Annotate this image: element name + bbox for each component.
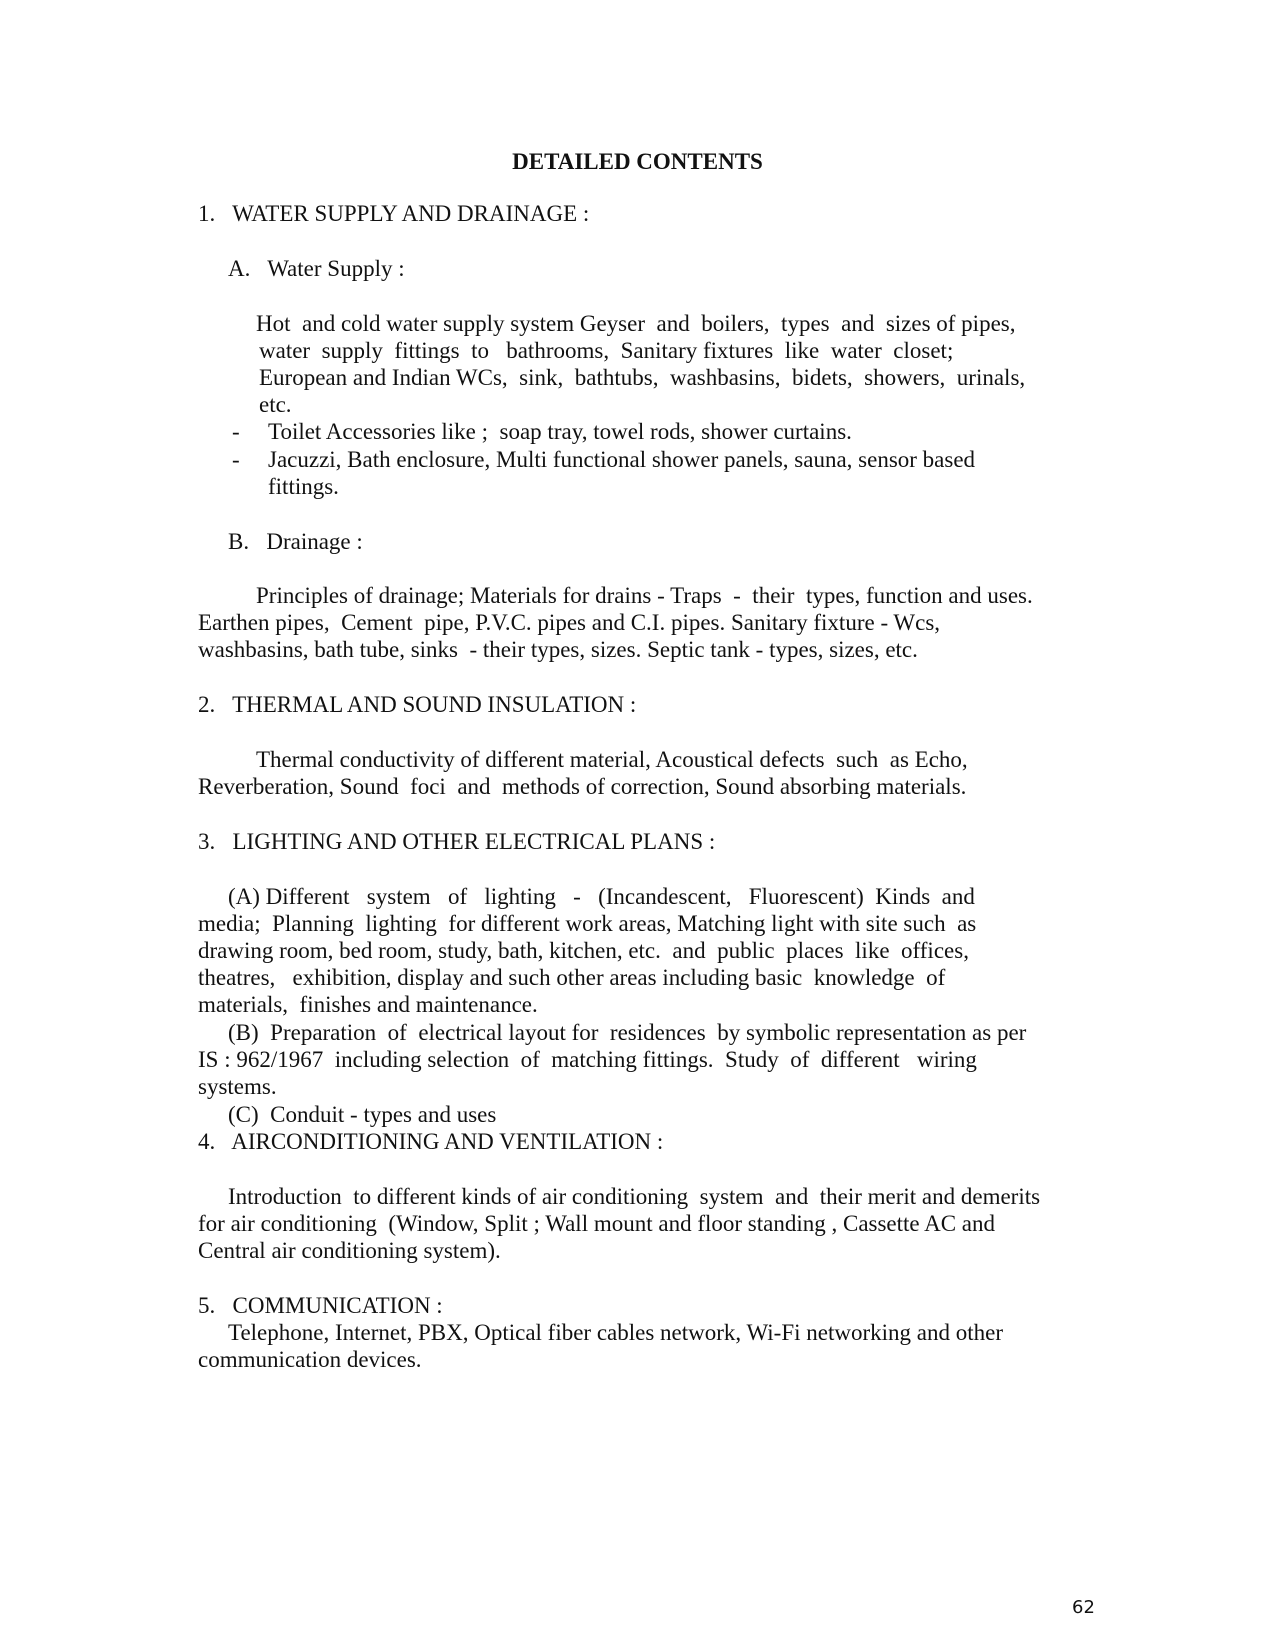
paragraph-line: washbasins, bath tube, sinks - their types, sizes. Septic tank - types, sizes, etc. xyxy=(198,637,918,662)
bullet-dash: - xyxy=(232,447,240,472)
paragraph-line: European and Indian WCs, sink, bathtubs, washbasins, bidets, showers, urinals, xyxy=(259,365,1026,390)
paragraph-line: communication devices. xyxy=(198,1347,422,1372)
bullet-item: fittings. xyxy=(268,474,339,499)
section-heading-lighting: 3. LIGHTING AND OTHER ELECTRICAL PLANS : xyxy=(198,829,716,854)
section-heading-water-supply-drainage: 1. WATER SUPPLY AND DRAINAGE : xyxy=(198,201,590,226)
paragraph-line: media; Planning lighting for different work areas, Matching light with site such as xyxy=(198,911,977,936)
paragraph-line: for air conditioning (Window, Split ; Wall mount and floor standing , Cassette AC and xyxy=(198,1211,996,1236)
paragraph-line: Introduction to different kinds of air conditioning system and their merit and demerits xyxy=(228,1184,1041,1209)
paragraph-line: drawing room, bed room, study, bath, kitchen, etc. and public places like offices, xyxy=(198,938,969,963)
subsection-heading-water-supply: A. Water Supply : xyxy=(228,256,405,281)
paragraph-line: Principles of drainage; Materials for drains - Traps - their types, function and uses. xyxy=(256,583,1033,608)
section-heading-communication: 5. COMMUNICATION : xyxy=(198,1293,443,1318)
paragraph-line: Earthen pipes, Cement pipe, P.V.C. pipes and C.I. pipes. Sanitary fixture - Wcs, xyxy=(198,610,941,635)
paragraph-line: Hot and cold water supply system Geyser and boilers, types and sizes of pipes, xyxy=(256,311,1016,336)
paragraph-line: Thermal conductivity of different material, Acoustical defects such as Echo, xyxy=(256,747,968,772)
paragraph-line: Telephone, Internet, PBX, Optical fiber cables network, Wi-Fi networking and other xyxy=(228,1320,1003,1345)
paragraph-line: systems. xyxy=(198,1074,277,1099)
bullet-item: Toilet Accessories like ; soap tray, towel rods, shower curtains. xyxy=(268,419,852,444)
section-heading-thermal-sound: 2. THERMAL AND SOUND INSULATION : xyxy=(198,692,637,717)
bullet-item: Jacuzzi, Bath enclosure, Multi functional shower panels, sauna, sensor based xyxy=(268,447,976,472)
page-number: 62 xyxy=(1072,1597,1095,1618)
paragraph-line: water supply fittings to bathrooms, Sanitary fixtures like water closet; xyxy=(259,338,954,363)
paragraph-line: Central air conditioning system). xyxy=(198,1238,501,1263)
page-title: DETAILED CONTENTS xyxy=(512,149,763,174)
subsection-heading-drainage: B. Drainage : xyxy=(228,529,363,554)
paragraph-line: Reverberation, Sound foci and methods of correction, Sound absorbing materials. xyxy=(198,774,967,799)
section-heading-airconditioning: 4. AIRCONDITIONING AND VENTILATION : xyxy=(198,1129,664,1154)
paragraph-line: theatres, exhibition, display and such other areas including basic knowledge of xyxy=(198,965,946,990)
bullet-dash: - xyxy=(232,419,240,444)
paragraph-line: (C) Conduit - types and uses xyxy=(228,1102,497,1127)
paragraph-line: IS : 962/1967 including selection of matching fittings. Study of different wiring xyxy=(198,1047,977,1072)
paragraph-line: materials, finishes and maintenance. xyxy=(198,992,538,1017)
paragraph-line: (B) Preparation of electrical layout for residences by symbolic representation as per xyxy=(228,1020,1027,1045)
paragraph-line: (A) Different system of lighting - (Incandescent, Fluorescent) Kinds and xyxy=(228,884,975,909)
paragraph-line: etc. xyxy=(259,392,292,417)
